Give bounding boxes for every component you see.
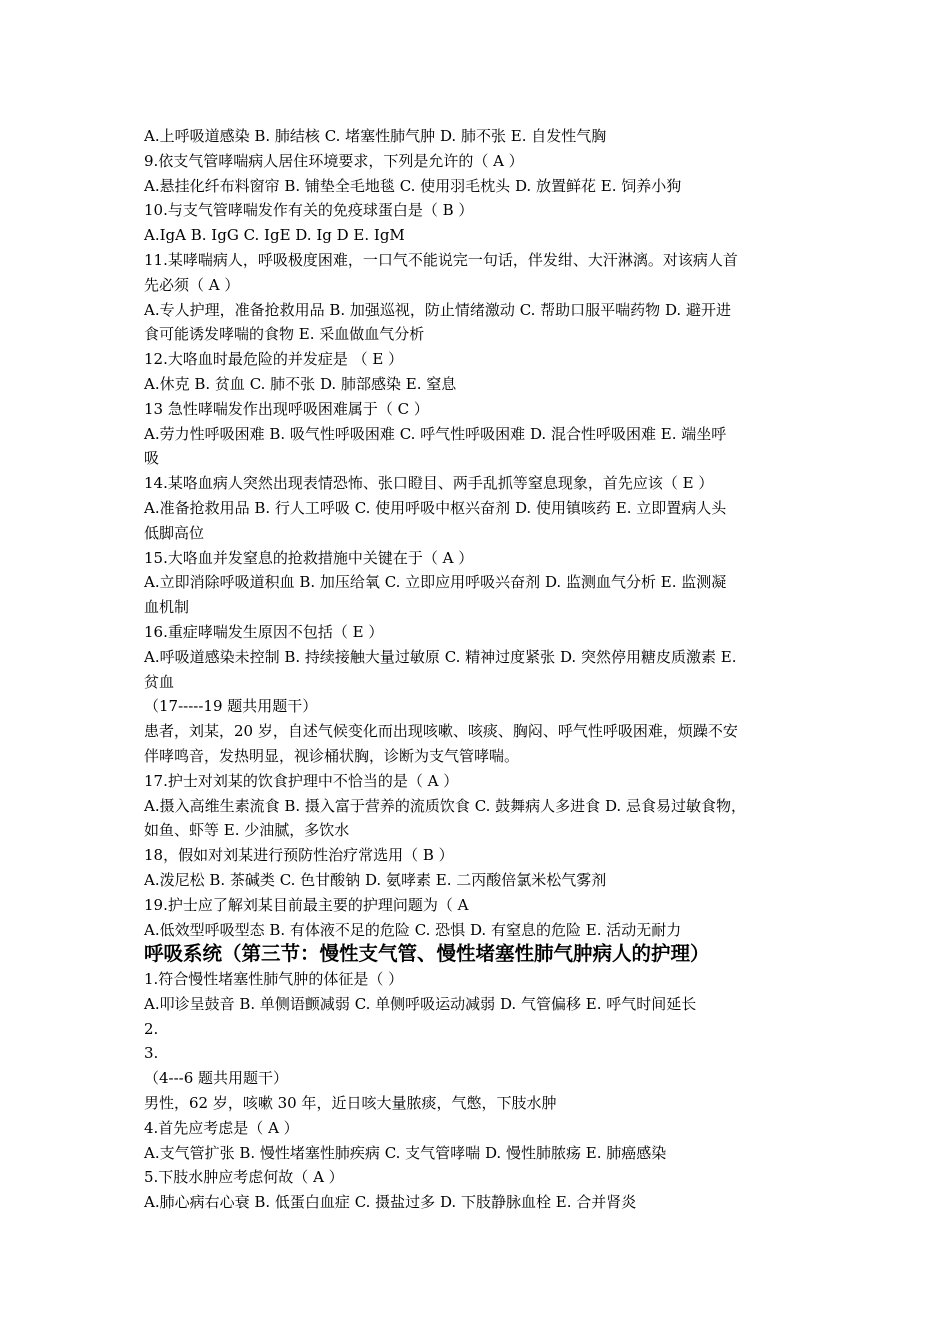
text-line: A.准备抢救用品 B. 行人工呼吸 C. 使用呼吸中枢兴奋剂 D. 使用镇咳药 E. 立即置病人头 (144, 498, 727, 517)
text-line: A.支气管扩张 B. 慢性堵塞性肺疾病 C. 支气管哮喘 D. 慢性肺脓疡 E. 肺癌感染 (144, 1143, 667, 1162)
text-line: 11.某哮喘病人，呼吸极度困难，一口气不能说完一句话，伴发绀、大汗淋漓。对该病人首 (144, 250, 738, 269)
text-line: 5.下肢水肿应考虑何故（ A ） (144, 1168, 344, 1187)
text-line: 10.与支气管哮喘发作有关的免疫球蛋白是（ B ） (144, 201, 474, 220)
text-line: （4---6 题共用题干） (144, 1069, 289, 1088)
text-line: 1.符合慢性堵塞性肺气肿的体征是（ ） (144, 970, 404, 989)
text-line: 低脚高位 (144, 523, 205, 542)
text-line: A.摄入高维生素流食 B. 摄入富于营养的流质饮食 C. 鼓舞病人多进食 D. 忌食易过敏食物， (144, 796, 746, 815)
text-line: 13 急性哮喘发作出现呼吸困难属于（ C ） (144, 399, 429, 418)
text-line: 18，假如对刘某进行预防性治疗常选用（ B ） (144, 846, 454, 865)
text-line: A.呼吸道感染未控制 B. 持续接触大量过敏原 C. 精神过度紧张 D. 突然停用糖皮质激素 E. (144, 647, 737, 666)
text-line: 男性，62 岁，咳嗽 30 年，近日咳大量脓痰，气憋，下肢水肿 (144, 1094, 557, 1113)
question-block-section-3 (144, 967, 816, 1215)
text-line: 先必须（ A ） (144, 275, 240, 294)
text-line: 食可能诱发哮喘的食物 E. 采血做血气分析 (144, 325, 425, 344)
text-line: 16.重症哮喘发生原因不包括（ E ） (144, 622, 384, 641)
text-line: 9.依支气管哮喘病人居住环境要求，下列是允许的（ A ） (144, 151, 524, 170)
text-line: 贫血 (144, 672, 175, 691)
text-line: 2. (144, 1019, 159, 1038)
text-line: A.专人护理，准备抢救用品 B. 加强巡视，防止情绪激动 C. 帮助口服平喘药物 D. 避开进 (144, 300, 731, 319)
section-heading: 呼吸系统（第三节：慢性支气管、慢性堵塞性肺气肿病人的护理） (144, 942, 710, 966)
text-line: 4.首先应考虑是（ A ） (144, 1118, 299, 1137)
text-line: 3. (144, 1044, 159, 1063)
text-line: （17-----19 题共用题干） (144, 697, 318, 716)
text-line: 吸 (144, 449, 160, 468)
text-line: 15.大咯血并发窒息的抢救措施中关键在于（ A ） (144, 548, 474, 567)
text-line: 12.大咯血时最危险的并发症是 （ E ） (144, 350, 404, 369)
text-line: 血机制 (144, 598, 190, 617)
text-line: A.劳力性呼吸困难 B. 吸气性呼吸困难 C. 呼气性呼吸困难 D. 混合性呼吸困难 E. 端坐呼 (144, 424, 727, 443)
text-line: A.立即消除呼吸道积血 B. 加压给氧 C. 立即应用呼吸兴奋剂 D. 监测血气分析 E. 监测凝 (144, 573, 727, 592)
text-line: 17.护士对刘某的饮食护理中不恰当的是（ A ） (144, 771, 459, 790)
text-line: A.叩诊呈鼓音 B. 单侧语颤减弱 C. 单侧呼吸运动减弱 D. 气管偏移 E. 呼气时间延长 (144, 994, 697, 1013)
text-line: A.肺心病右心衰 B. 低蛋白血症 C. 摄盐过多 D. 下肢静脉血栓 E. 合并肾炎 (144, 1193, 637, 1212)
text-line: 14.某咯血病人突然出现表情恐怖、张口瞪目、两手乱抓等窒息现象，首先应该（ E ） (144, 474, 714, 493)
text-line: A.低效型呼吸型态 B. 有体液不足的危险 C. 恐惧 D. 有窒息的危险 E. 活动无耐力 (144, 920, 682, 939)
text-line: A.悬挂化纤布料窗帘 B. 铺垫全毛地毯 C. 使用羽毛枕头 D. 放置鲜花 E. 饲养小狗 (144, 176, 682, 195)
text-line: A.泼尼松 B. 茶碱类 C. 色甘酸钠 D. 氨哮素 E. 二丙酸倍氯米松气雾剂 (144, 870, 607, 889)
text-line: A.休克 B. 贫血 C. 肺不张 D. 肺部感染 E. 窒息 (144, 374, 457, 393)
text-line: 伴哮鸣音，发热明显，视诊桶状胸，诊断为支气管哮喘。 (144, 746, 520, 765)
text-line: 19.护士应了解刘某目前最主要的护理问题为（ A (144, 895, 469, 914)
text-line: A.上呼吸道感染 B. 肺结核 C. 堵塞性肺气肿 D. 肺不张 E. 自发性气胸 (144, 127, 607, 145)
text-line: A.IgA B. IgG C. IgE D. Ig D E. IgM (144, 226, 405, 245)
question-block (144, 124, 816, 942)
document-page (144, 124, 816, 1215)
text-line: 患者，刘某，20 岁，自述气候变化而出现咳嗽、咳痰、胸闷、呼气性呼吸困难，烦躁不安 (144, 722, 738, 741)
text-line: 如鱼、虾等 E. 少油腻，多饮水 (144, 821, 350, 840)
